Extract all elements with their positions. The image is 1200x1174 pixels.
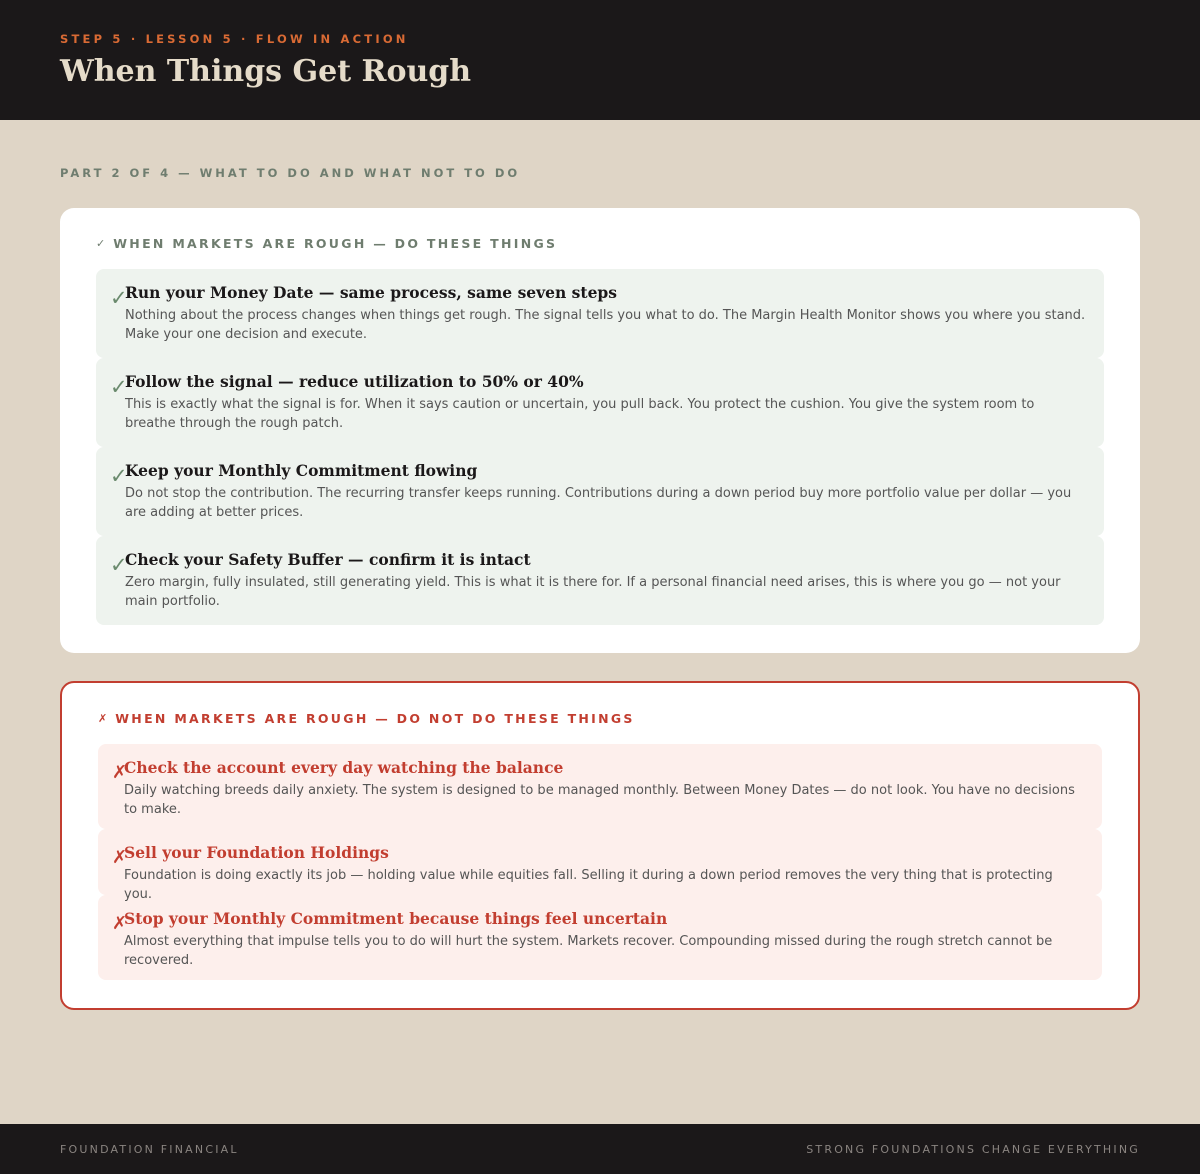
do-card (60, 208, 1140, 653)
cross-icon: ✗ (112, 913, 128, 934)
do-item-title: Follow the signal — reduce utilization to 50% or 40% (125, 372, 584, 391)
dont-item (98, 829, 1102, 902)
dont-item (98, 895, 1102, 980)
dont-card (60, 681, 1140, 1010)
check-icon: ✓ (110, 464, 128, 488)
page-header (0, 0, 1200, 120)
do-item-title: Run your Money Date — same process, same seven steps (125, 283, 617, 302)
do-card-heading-text: WHEN MARKETS ARE ROUGH — DO THESE THINGS (113, 236, 558, 251)
cross-icon: ✗ (112, 762, 128, 783)
do-item (96, 269, 1104, 358)
dont-item-desc: Daily watching breeds daily anxiety. The system is designed to be managed monthly. Between Money Dates — do not look. You have no decisions to make. (124, 783, 1075, 817)
page-title: When Things Get Rough (60, 54, 472, 89)
check-icon: ✓ (110, 286, 128, 310)
dont-list (98, 744, 1102, 980)
do-item-desc: This is exactly what the signal is for. When it says caution or uncertain, you pull back. You protect the cushion. You give the system room to breathe through the rough patch. (125, 397, 1035, 431)
dont-item-title: Check the account every day watching the balance (124, 758, 564, 777)
do-item-title: Check your Safety Buffer — confirm it is intact (125, 550, 531, 569)
dont-card-heading-text: WHEN MARKETS ARE ROUGH — DO NOT DO THESE THINGS (115, 711, 635, 726)
part-label: PART 2 OF 4 — WHAT TO DO AND WHAT NOT TO DO (60, 166, 521, 180)
cross-icon: ✗ (112, 847, 128, 868)
footer-tagline: STRONG FOUNDATIONS CHANGE EVERYTHING (806, 1142, 1140, 1156)
check-icon: ✓ (110, 553, 128, 577)
do-item (96, 447, 1104, 536)
cross-icon: ✗ (98, 712, 108, 725)
do-item-desc: Zero margin, fully insulated, still generating yield. This is what it is there for. If a personal financial need arises, this is where you go — not your main portfolio. (125, 575, 1061, 609)
dont-item-title: Stop your Monthly Commitment because things feel uncertain (124, 909, 668, 928)
dont-item-desc: Almost everything that impulse tells you to do will hurt the system. Markets recover. Compounding missed during the rough stretch cannot be recovered. (124, 934, 1053, 968)
dont-item-title: Sell your Foundation Holdings (124, 843, 389, 862)
do-item (96, 536, 1104, 625)
do-item-desc: Nothing about the process changes when things get rough. The signal tells you what to do. The Margin Health Monitor shows you where you stand. Make your one decision and execute. (125, 308, 1086, 342)
page-footer (0, 1124, 1200, 1174)
dont-item-desc: Foundation is doing exactly its job — holding value while equities fall. Selling it during a down period removes the very thing that is protecting you. (124, 868, 1053, 902)
do-list (96, 269, 1104, 625)
do-item-title: Keep your Monthly Commitment flowing (125, 461, 478, 480)
dont-card-heading (98, 711, 1102, 727)
do-card-heading (96, 236, 1104, 252)
lesson-eyebrow: STEP 5 · LESSON 5 · FLOW IN ACTION (60, 32, 409, 46)
dont-item (98, 744, 1102, 829)
check-icon: ✓ (110, 375, 128, 399)
check-icon: ✓ (96, 237, 106, 250)
footer-brand: FOUNDATION FINANCIAL (60, 1142, 239, 1156)
do-item (96, 358, 1104, 447)
do-item-desc: Do not stop the contribution. The recurring transfer keeps running. Contributions during a down period buy more portfolio value per dollar — you are adding at better prices. (125, 486, 1072, 520)
